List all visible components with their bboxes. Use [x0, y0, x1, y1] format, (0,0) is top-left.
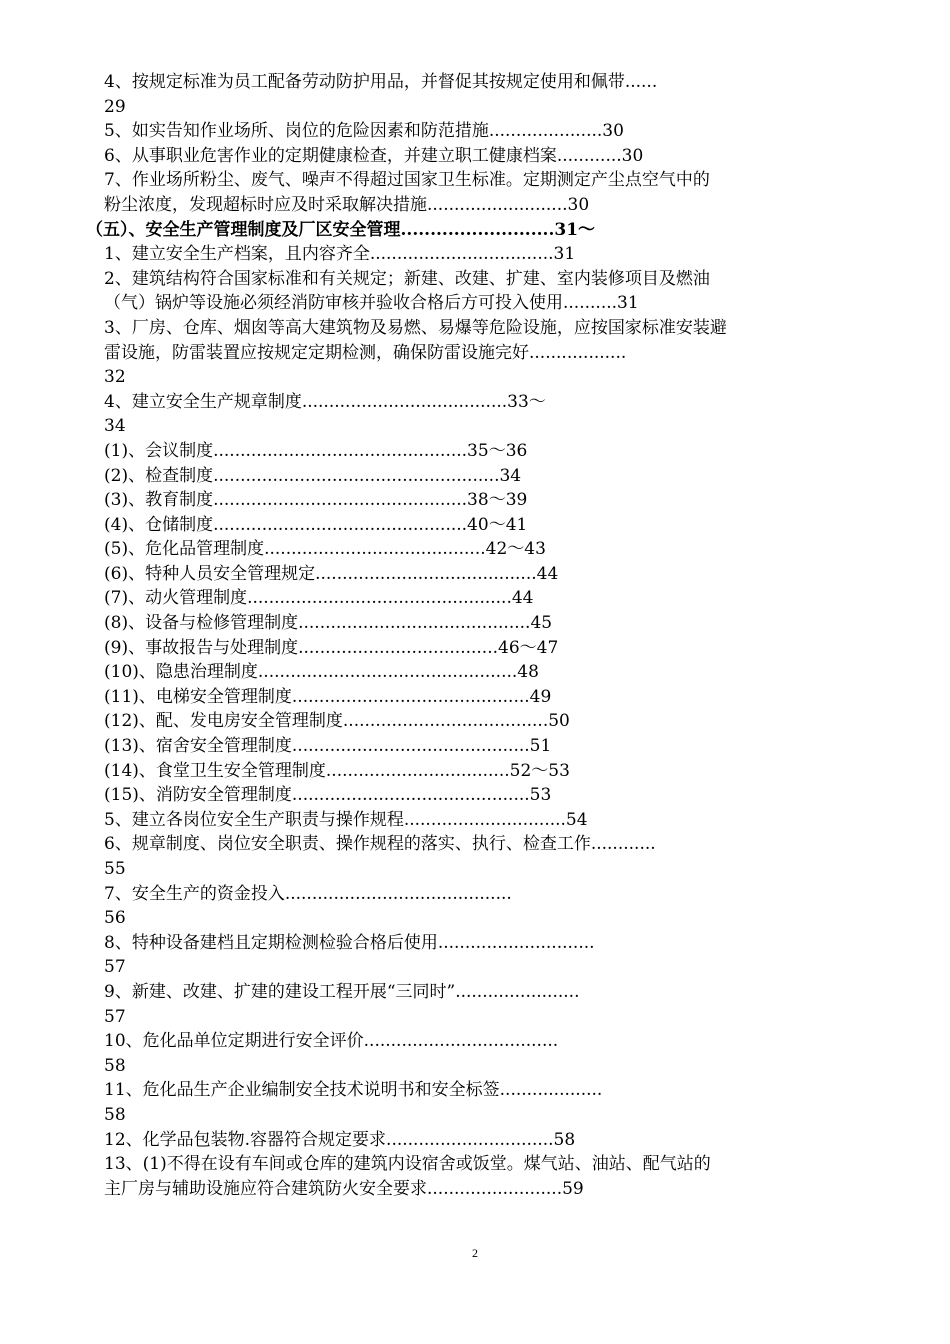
toc-page-number: 56 [104, 908, 126, 929]
toc-section-heading: （五）、安全生产管理制度及厂区安全管理..........................31～ [86, 219, 596, 240]
toc-subitem: (8)、设备与检修管理制度...........................................45 [104, 613, 553, 634]
toc-line: 10、危化品单位定期进行安全评价.................................... [104, 1031, 559, 1052]
toc-line: 4、按规定标准为员工配备劳动防护用品，并督促其按规定使用和佩带...... [104, 72, 658, 92]
toc-line: 3、厂房、仓库、烟囱等高大建筑物及易燃、易爆等危险设施，应按国家标准安装避 [104, 317, 727, 338]
toc-subitem: (5)、危化品管理制度.........................................42～43 [104, 539, 546, 560]
toc-subitem: (10)、隐患治理制度................................................48 [104, 662, 539, 683]
toc-subitem: (1)、会议制度...............................................35～36 [104, 440, 528, 461]
toc-page-number: 58 [104, 1104, 126, 1125]
toc-line: 13、(1)不得在设有车间或仓库的建筑内设宿舍或饭堂。煤气站、油站、配气站的 [104, 1154, 711, 1175]
toc-subitem: (2)、检查制度.....................................................34 [104, 465, 522, 486]
toc-subitem: (14)、食堂卫生安全管理制度..................................52～53 [104, 760, 570, 781]
table-of-contents [86, 70, 874, 1201]
toc-line: 6、规章制度、岗位安全职责、操作规程的落实、执行、检查工作............ [104, 834, 656, 855]
toc-line: 2、建筑结构符合国家标准和有关规定；新建、改建、扩建、室内装修项目及燃油 [104, 268, 710, 289]
toc-line: 11、危化品生产企业编制安全技术说明书和安全标签................... [104, 1080, 603, 1101]
toc-line: （气）锅炉等设施必须经消防审核并验收合格后方可投入使用..........31 [104, 293, 639, 314]
toc-line: 12、化学品包装物.容器符合规定要求...............................58 [104, 1129, 576, 1150]
toc-subitem: (4)、仓储制度...............................................40～41 [104, 514, 528, 535]
toc-page-number: 55 [104, 859, 126, 879]
toc-subitem: (15)、消防安全管理制度............................................53 [104, 785, 552, 806]
toc-line: 4、建立安全生产规章制度......................................33～ [104, 391, 546, 412]
toc-line: 5、如实告知作业场所、岗位的危险因素和防范措施.....................30 [104, 121, 624, 142]
toc-subitem: (7)、动火管理制度.................................................44 [104, 588, 534, 609]
toc-line: 1、建立安全生产档案，且内容齐全..................................31 [104, 244, 576, 265]
toc-line: 粉尘浓度，发现超标时应及时采取解决措施..........................30 [104, 194, 590, 215]
toc-page-number: 32 [104, 367, 126, 388]
toc-page-number: 29 [104, 96, 126, 117]
toc-line: 雷设施，防雷装置应按规定定期检测，确保防雷设施完好.................. [104, 342, 627, 363]
toc-line: 9、新建、改建、扩建的建设工程开展“三同时”....................... [104, 981, 580, 1002]
toc-line: 8、特种设备建档且定期检测检验合格后使用............................. [104, 932, 595, 953]
toc-line: 7、作业场所粉尘、废气、噪声不得超过国家卫生标准。定期测定产尘点空气中的 [104, 170, 710, 191]
toc-line: 5、建立各岗位安全生产职责与操作规程..............................54 [104, 809, 588, 830]
toc-subitem: (9)、事故报告与处理制度.....................................46～47 [104, 637, 559, 658]
toc-subitem: (3)、教育制度...............................................38～39 [104, 490, 528, 511]
toc-page-number: 34 [104, 416, 126, 437]
toc-line: 主厂房与辅助设施应符合建筑防火安全要求.........................59 [104, 1178, 584, 1199]
toc-subitem: (13)、宿舍安全管理制度............................................51 [104, 736, 552, 757]
toc-page-number: 57 [104, 957, 126, 978]
page-number: 2 [472, 1246, 478, 1260]
toc-page-number: 58 [104, 1055, 126, 1076]
toc-line: 6、从事职业危害作业的定期健康检查，并建立职工健康档案............30 [104, 145, 644, 166]
toc-subitem: (6)、特种人员安全管理规定.........................................44 [104, 563, 559, 584]
toc-line: 7、安全生产的资金投入.......................................... [104, 883, 512, 904]
toc-subitem: (11)、电梯安全管理制度............................................49 [104, 686, 552, 707]
toc-page-number: 57 [104, 1006, 126, 1027]
toc-subitem: (12)、配、发电房安全管理制度......................................50 [104, 711, 570, 732]
